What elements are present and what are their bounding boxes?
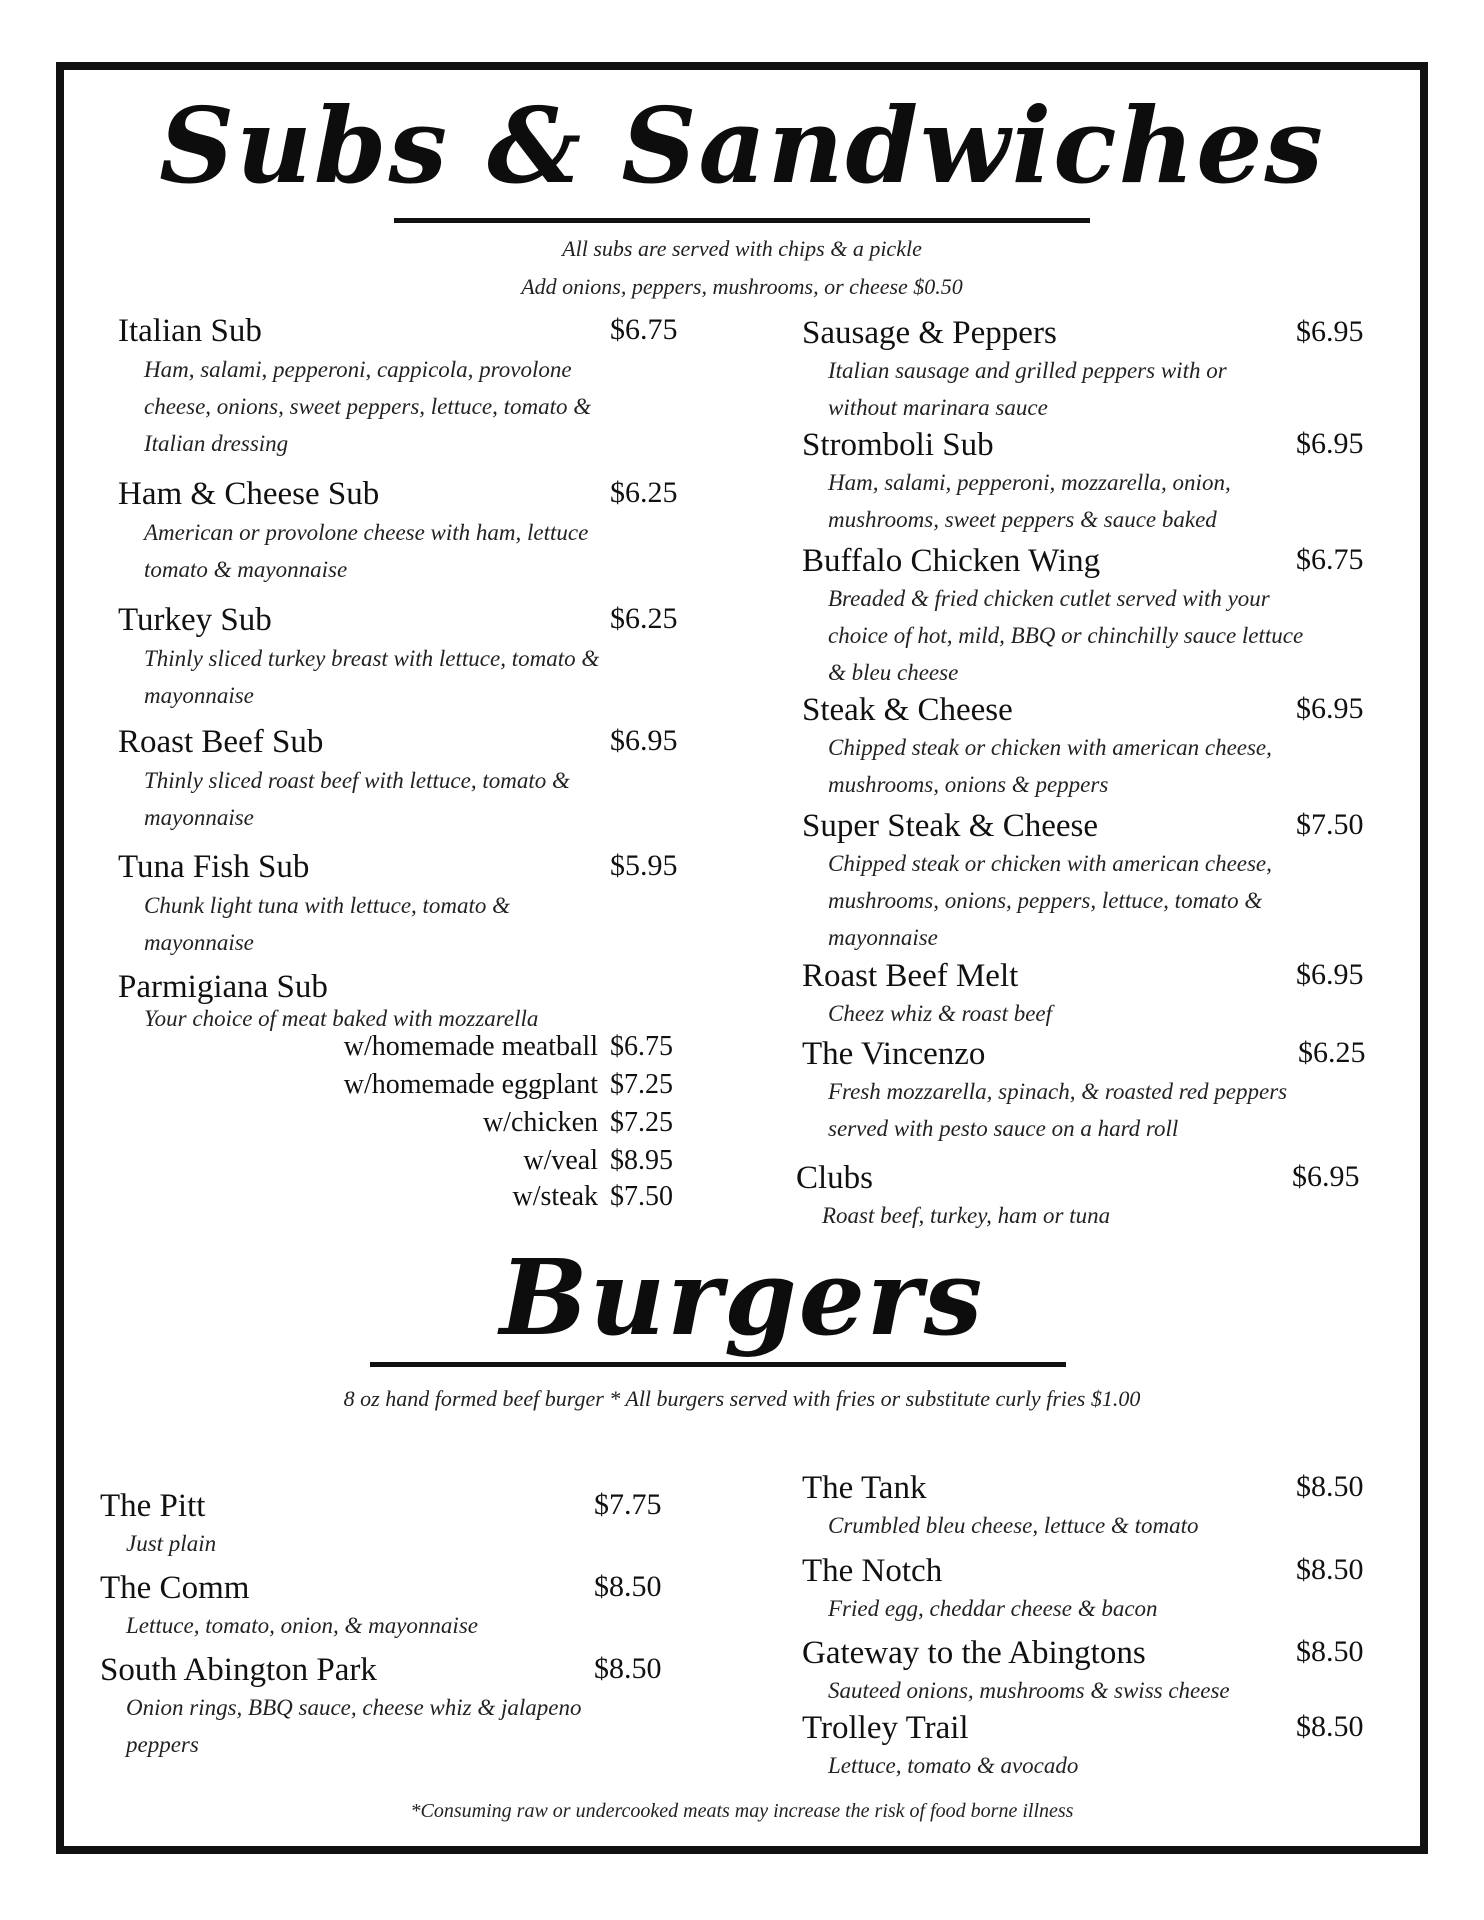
item-description: Lettuce, tomato & avocado [828, 1753, 1079, 1778]
item-name: Gateway to the Abingtons [802, 1635, 1146, 1671]
item-description: Cheez whiz & roast beef [828, 1001, 1053, 1026]
item-name: Sausage & Peppers [802, 315, 1057, 351]
menu-item-stromboli-sub [802, 427, 1372, 532]
subs-note-addons: Add onions, peppers, mushrooms, or cheese $0.50 [521, 274, 963, 299]
item-price: $7.50 [1296, 808, 1364, 841]
item-description: Sauteed onions, mushrooms & swiss cheese [828, 1678, 1230, 1703]
option-price: $7.25 [610, 1069, 673, 1100]
menu-item-the-vincenzo [802, 1036, 1372, 1141]
item-description: Italian sausage and grilled peppers with or without marinara sauce [828, 358, 1227, 420]
subs-note-chips: All subs are served with chips & a pickle [562, 236, 922, 261]
menu-item-steak-cheese [802, 692, 1372, 797]
section-title-burgers: Burgers [499, 1236, 985, 1359]
item-name: The Pitt [100, 1488, 206, 1524]
item-name: South Abington Park [100, 1652, 377, 1688]
item-name: The Tank [802, 1470, 927, 1506]
item-price: $6.95 [1292, 1160, 1360, 1193]
item-name: Buffalo Chicken Wing [802, 543, 1101, 579]
item-description: Fried egg, cheddar cheese & bacon [828, 1596, 1158, 1621]
item-description: Chipped steak or chicken with american cheese, mushrooms, onions & peppers [828, 735, 1272, 797]
item-name: Stromboli Sub [802, 427, 994, 463]
menu-item-roast-beef-sub [118, 724, 678, 830]
menu-item-clubs [796, 1160, 1366, 1230]
item-price: $6.25 [610, 476, 678, 509]
food-safety-disclaimer: *Consuming raw or undercooked meats may increase the risk of food borne illness [410, 1800, 1074, 1822]
item-description: American or provolone cheese with ham, lettuce tomato & mayonnaise [144, 520, 589, 582]
option-price: $7.25 [610, 1107, 673, 1138]
item-name: Tuna Fish Sub [118, 849, 310, 885]
item-price: $8.50 [1296, 1470, 1364, 1503]
menu-item-south-abington-park [100, 1652, 670, 1762]
item-description: Thinly sliced roast beef with lettuce, tomato & mayonnaise [144, 768, 570, 830]
menu-item-trolley-trail [802, 1710, 1372, 1780]
parmigiana-option-steak [118, 1181, 678, 1217]
item-name: Trolley Trail [802, 1710, 969, 1746]
item-name: Parmigiana Sub [118, 969, 328, 1005]
item-name: Super Steak & Cheese [802, 808, 1099, 844]
parmigiana-option-chicken [118, 1107, 678, 1143]
item-description: Chunk light tuna with lettuce, tomato & mayonnaise [144, 893, 511, 955]
item-name: Italian Sub [118, 313, 262, 349]
item-description: Chipped steak or chicken with american cheese, mushrooms, onions, peppers, lettuce, tomato & mayonnaise [828, 851, 1272, 950]
item-name: Turkey Sub [118, 602, 272, 638]
item-price: $6.95 [1296, 692, 1364, 725]
item-description: Roast beef, turkey, ham or tuna [822, 1203, 1111, 1228]
menu-item-roast-beef-melt [802, 958, 1372, 1028]
section-title-subs: Subs & Sandwiches [159, 84, 1325, 207]
item-price: $5.95 [610, 849, 678, 882]
item-price: $8.50 [594, 1570, 662, 1603]
item-description: Fresh mozzarella, spinach, & roasted red peppers served with pesto sauce on a hard roll [828, 1079, 1288, 1141]
item-description: Onion rings, BBQ sauce, cheese whiz & jalapeno peppers [126, 1695, 582, 1757]
item-name: The Comm [100, 1570, 250, 1606]
parmigiana-option-veal [118, 1145, 678, 1181]
item-name: Roast Beef Sub [118, 724, 324, 760]
item-name: The Notch [802, 1553, 943, 1589]
option-label: w/veal [523, 1145, 598, 1176]
item-description: Crumbled bleu cheese, lettuce & tomato [828, 1513, 1199, 1538]
option-label: w/steak [512, 1181, 598, 1212]
option-label: w/homemade meatball [343, 1031, 598, 1062]
item-price: $6.95 [1296, 315, 1364, 348]
menu-item-the-notch [802, 1553, 1372, 1623]
item-price: $6.95 [1296, 958, 1364, 991]
item-price: $7.75 [594, 1488, 662, 1521]
item-name: The Vincenzo [802, 1036, 986, 1072]
item-description: Just plain [126, 1531, 217, 1556]
burgers-note: 8 oz hand formed beef burger * All burgers served with fries or substitute curly fries $1.00 [343, 1386, 1141, 1411]
item-name: Clubs [796, 1160, 874, 1196]
item-price: $6.75 [610, 313, 678, 346]
option-price: $8.95 [610, 1145, 673, 1176]
item-price: $8.50 [1296, 1553, 1364, 1586]
item-price: $8.50 [1296, 1710, 1364, 1743]
option-price: $7.50 [610, 1181, 673, 1212]
menu-item-the-pitt [100, 1488, 670, 1558]
item-price: $6.25 [1298, 1036, 1366, 1069]
title-underline [394, 218, 1090, 223]
item-description: Thinly sliced turkey breast with lettuce, tomato & mayonnaise [144, 646, 600, 708]
menu-item-ham-cheese-sub [118, 476, 678, 582]
item-price: $6.95 [610, 724, 678, 757]
option-label: w/chicken [482, 1107, 598, 1138]
parmigiana-option-eggplant [118, 1069, 678, 1105]
item-description: Your choice of meat baked with mozzarella [144, 1006, 539, 1031]
menu-item-sausage-peppers [802, 315, 1372, 420]
menu-item-the-tank [802, 1470, 1372, 1540]
item-name: Ham & Cheese Sub [118, 476, 380, 512]
burgers-underline [370, 1362, 1066, 1367]
item-price: $8.50 [594, 1652, 662, 1685]
item-price: $6.25 [610, 602, 678, 635]
item-description: Ham, salami, pepperoni, cappicola, provolone cheese, onions, sweet peppers, lettuce, tomato & Italian dressing [144, 357, 592, 456]
item-price: $8.50 [1296, 1635, 1364, 1668]
item-description: Lettuce, tomato, onion, & mayonnaise [126, 1613, 478, 1638]
menu-item-super-steak-cheese [802, 808, 1372, 948]
parmigiana-option-meatball [118, 1031, 678, 1067]
menu-item-gateway-to-the-abingtons [802, 1635, 1372, 1705]
item-name: Steak & Cheese [802, 692, 1013, 728]
item-description: Breaded & fried chicken cutlet served with your choice of hot, mild, BBQ or chinchilly sauce lettuce & bleu cheese [828, 586, 1304, 685]
menu-item-tuna-fish-sub [118, 849, 678, 955]
item-description: Ham, salami, pepperoni, mozzarella, onion, mushrooms, sweet peppers & sauce baked [828, 470, 1231, 532]
item-price: $6.95 [1296, 427, 1364, 460]
option-price: $6.75 [610, 1031, 673, 1062]
item-name: Roast Beef Melt [802, 958, 1019, 994]
menu-item-the-comm [100, 1570, 670, 1640]
menu-item-parmigiana-sub [118, 969, 678, 1229]
item-price: $6.75 [1296, 543, 1364, 576]
menu-item-buffalo-chicken-wing [802, 543, 1372, 683]
menu-item-turkey-sub [118, 602, 678, 708]
menu-item-italian-sub [118, 313, 678, 456]
option-label: w/homemade eggplant [343, 1069, 598, 1100]
